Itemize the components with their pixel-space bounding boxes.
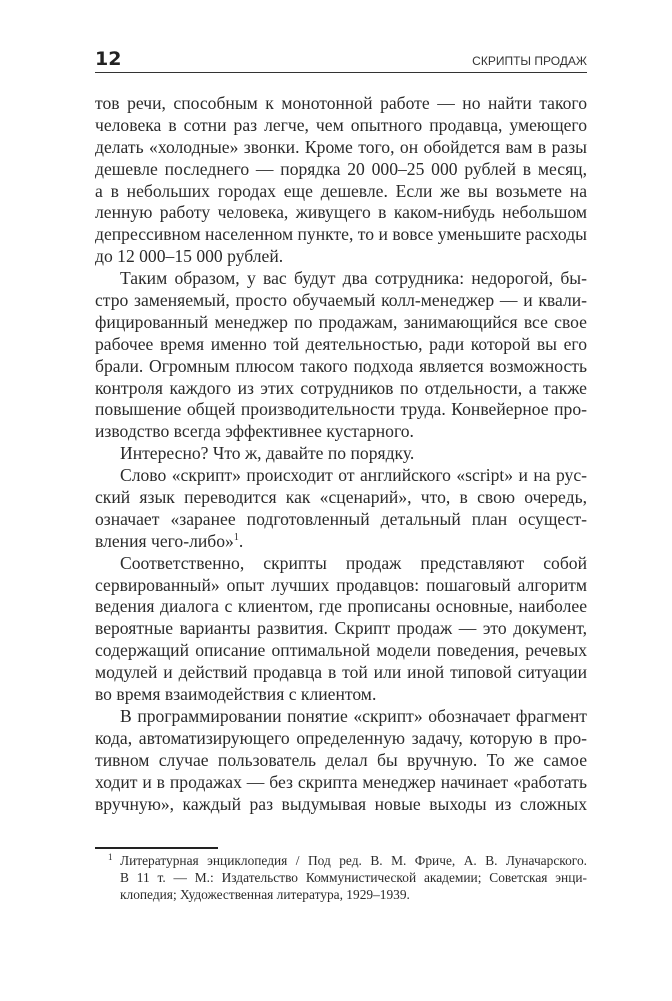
text-line	[95, 728, 587, 750]
text-line	[95, 531, 587, 553]
paragraph	[95, 465, 587, 553]
text-line	[95, 246, 587, 268]
footnote-line	[95, 869, 587, 886]
footnote-line	[95, 886, 587, 903]
paragraph	[95, 93, 587, 268]
text-line	[95, 290, 587, 312]
line-text: вручную», каждый раз выдумывая новые выходы из сложных	[95, 793, 587, 814]
text-line	[95, 356, 587, 378]
line-text: содержащий описание оптимальной модели поведения, речевых	[95, 640, 587, 661]
text-line	[95, 618, 587, 640]
footnote-text: В 11 т. — М.: Издательство Коммунистической академии; Советская энци-	[120, 870, 587, 885]
line-text: ленную работу человека, живущего в каком-нибудь небольшом	[95, 202, 587, 223]
text-line	[95, 465, 587, 487]
footnote-divider	[95, 847, 218, 849]
line-text: означает «заранее подготовленный детальный план осущест-	[95, 508, 587, 529]
text-line	[95, 487, 587, 509]
text-line	[95, 772, 587, 794]
text-line	[95, 640, 587, 662]
line-text: вления чего-либо»	[95, 530, 234, 551]
text-line	[95, 684, 587, 706]
text-line	[95, 312, 587, 334]
line-text: делать «холодные» звонки. Кроме того, он обойдется вам в разы	[95, 136, 587, 157]
footnote-text: Литературная энциклопедия / Под ред. В. М. Фриче, А. В. Луначарского.	[120, 853, 587, 868]
text-line	[95, 421, 587, 443]
footnote-number: 1	[108, 852, 113, 862]
line-text: повышение общей производительности труда. Конвейерное про-	[95, 399, 587, 420]
text-line	[95, 159, 587, 181]
running-title: СКРИПТЫ ПРОДАЖ	[472, 54, 587, 68]
text-line	[95, 509, 587, 531]
line-text: кода, автоматизирующего определенную задачу, которую в про-	[95, 727, 587, 748]
text-line	[95, 224, 587, 246]
line-text: тивном случае пользователь делал бы вручную. То же самое	[95, 749, 587, 770]
text-line	[95, 93, 587, 115]
line-text: Слово «скрипт» происходит от английского «script» и на рус-	[120, 465, 587, 486]
line-text: брали. Огромным плюсом такого подхода является возможность	[95, 355, 587, 376]
text-line	[95, 575, 587, 597]
body-text	[95, 93, 587, 815]
line-text: тов речи, способным к монотонной работе — но найти такого	[95, 93, 587, 113]
line-text: вероятные варианты развития. Скрипт продаж — это документ,	[95, 618, 587, 639]
line-text: фицированный менеджер по продажам, занимающийся все свое	[95, 311, 587, 332]
page-number: 12	[95, 48, 122, 70]
line-text: рабочее время именно той деятельностью, ради которой вы его	[95, 333, 587, 354]
line-text: сервированный» опыт лучших продавцов: пошаговый алгоритм	[95, 574, 587, 595]
line-text: до 12 000–15 000 рублей.	[95, 246, 284, 267]
line-tail: .	[238, 530, 244, 551]
line-text: контроля каждого из этих сотрудников по отдельности, а также	[95, 377, 587, 398]
text-line	[95, 334, 587, 356]
text-line	[95, 202, 587, 224]
paragraph	[95, 706, 587, 815]
line-text: Таким образом, у вас будут два сотрудника: недорогой, бы-	[120, 268, 587, 289]
text-line	[95, 443, 587, 465]
text-line	[95, 399, 587, 421]
line-text: а в небольших городах еще дешевле. Если же вы возьмете на	[95, 180, 587, 201]
line-text: дешевле последнего — порядка 20 000–25 000 рублей в месяц,	[95, 158, 587, 179]
line-text: В программировании понятие «скрипт» обозначает фрагмент	[120, 705, 587, 726]
running-header	[95, 46, 587, 73]
text-line	[95, 268, 587, 290]
line-text: ходит и в продажах — без скрипта менеджер начинает «работать	[95, 771, 587, 792]
text-line	[95, 115, 587, 137]
paragraph	[95, 443, 587, 465]
line-text: стро заменяемый, просто обучаемый колл-менеджер — и квали-	[95, 290, 587, 311]
text-line	[95, 553, 587, 575]
paragraph	[95, 268, 587, 443]
text-line	[95, 596, 587, 618]
text-line	[95, 378, 587, 400]
line-text: Соответственно, скрипты продаж представляют собой	[120, 552, 587, 573]
text-line	[95, 662, 587, 684]
line-text: модулей и действий продавца в той или иной типовой ситуации	[95, 662, 587, 683]
text-line	[95, 181, 587, 203]
text-line	[95, 794, 587, 816]
footnote-line	[95, 852, 587, 869]
line-text: человека в сотни раз легче, чем опытного продавца, умеющего	[95, 114, 587, 135]
footnote	[95, 852, 587, 903]
line-text: ведения диалога с клиентом, где прописаны основные, наиболее	[95, 596, 587, 617]
text-line	[95, 706, 587, 728]
footnote-reference[interactable]: 1	[233, 531, 239, 543]
line-text: ский язык переводится как «сценарий», что, в свою очередь,	[95, 487, 587, 508]
text-line	[95, 750, 587, 772]
paragraph	[95, 553, 587, 706]
line-text: изводство всегда эффективнее кустарного.	[95, 421, 414, 442]
footnote-text: клопедия; Художественная литература, 1929–1939.	[120, 887, 410, 902]
text-line	[95, 137, 587, 159]
line-text: депрессивном населенном пункте, то и вовсе уменьшите расходы	[95, 224, 587, 245]
line-text: Интересно? Что ж, давайте по порядку.	[120, 443, 415, 464]
line-text: во время взаимодействия с клиентом.	[95, 684, 377, 705]
